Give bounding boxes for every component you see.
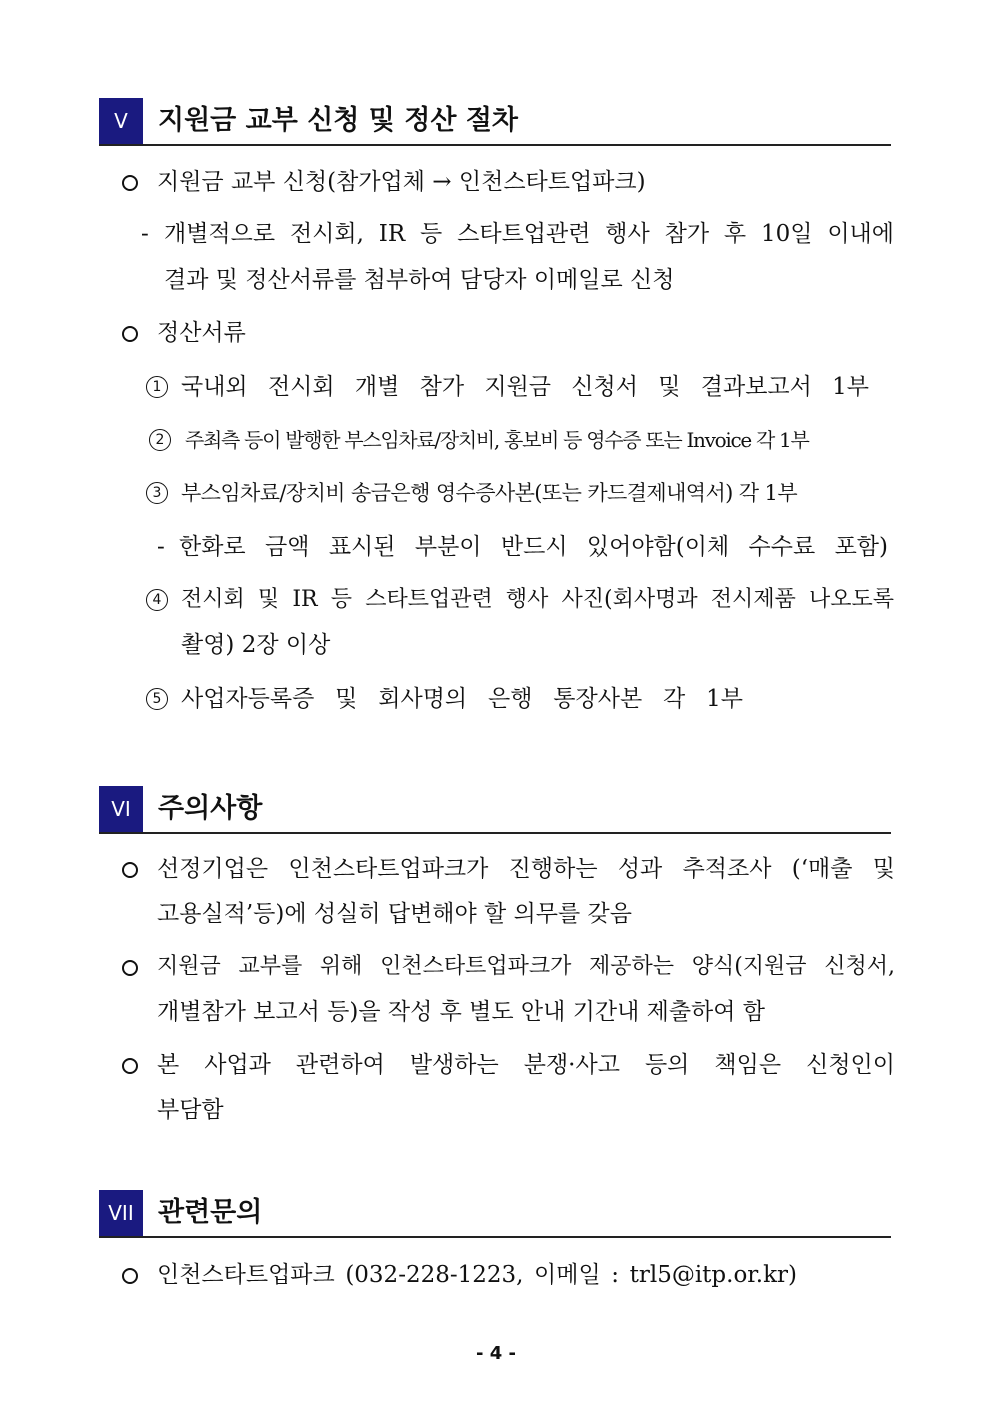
list-item: 국내외 전시회 개별 참가 지원금 신청서 및 결과보고서 1부 bbox=[181, 374, 869, 400]
circled-number-4: 4 bbox=[146, 589, 168, 611]
section-number: V bbox=[99, 98, 143, 144]
circle-bullet-icon bbox=[122, 960, 138, 976]
section-header-vi bbox=[99, 786, 891, 834]
list-item: 한화로 금액 표시된 부분이 반드시 있어야함(이체 수수료 포함) bbox=[179, 534, 888, 560]
circle-bullet-icon bbox=[122, 862, 138, 878]
circle-bullet-icon bbox=[122, 1058, 138, 1074]
section-header-v bbox=[99, 98, 891, 146]
list-item: 지원금 교부를 위해 인천스타트업파크가 제공하는 양식(지원금 신청서, bbox=[157, 954, 895, 979]
list-item: 부스임차료/장치비 송금은행 영수증사본(또는 카드결제내역서) 각 1부 bbox=[181, 481, 798, 505]
list-item-continuation: 부담함 bbox=[157, 1097, 224, 1123]
circled-number-3: 3 bbox=[146, 482, 168, 504]
list-item: 사업자등록증 및 회사명의 은행 통장사본 각 1부 bbox=[181, 686, 743, 712]
list-item: 주최측 등이 발행한 부스임차료/장치비, 홍보비 등 영수증 또는 Invoice 각 1부 bbox=[185, 428, 809, 452]
section-header-vii bbox=[99, 1190, 891, 1238]
section-title: 관련문의 bbox=[158, 1197, 263, 1228]
section-title: 지원금 교부 신청 및 정산 절차 bbox=[158, 105, 518, 136]
circle-bullet-icon bbox=[122, 326, 138, 342]
circled-number-2: 2 bbox=[149, 429, 171, 451]
list-item-continuation: 촬영) 2장 이상 bbox=[181, 632, 331, 658]
list-item: 지원금 교부 신청(참가업체 → 인천스타트업파크) bbox=[157, 169, 646, 195]
list-item: 정산서류 bbox=[157, 320, 246, 346]
list-item-continuation: 고용실적’등)에 성실히 답변해야 할 의무를 갖음 bbox=[157, 901, 632, 927]
list-item-continuation: 결과 및 정산서류를 첨부하여 담당자 이메일로 신청 bbox=[164, 267, 675, 293]
list-item: 개별적으로 전시회, IR 등 스타트업관련 행사 참가 후 10일 이내에 bbox=[164, 221, 894, 247]
section-number: VII bbox=[99, 1190, 143, 1236]
contact-info: 인천스타트업파크 (032-228-1223, 이메일 : trl5@itp.or.kr) bbox=[157, 1262, 797, 1288]
list-item: 전시회 및 IR 등 스타트업관련 행사 사진(회사명과 전시제품 나오도록 bbox=[181, 587, 894, 612]
list-item: 선정기업은 인천스타트업파크가 진행하는 성과 추적조사 (‘매출 및 bbox=[157, 856, 895, 882]
dash-marker: - bbox=[157, 534, 165, 560]
dash-marker: - bbox=[141, 221, 149, 247]
list-item: 본 사업과 관련하여 발생하는 분쟁·사고 등의 책임은 신청인이 bbox=[157, 1052, 895, 1078]
circle-bullet-icon bbox=[122, 175, 138, 191]
circle-bullet-icon bbox=[122, 1268, 138, 1284]
list-item-continuation: 개별참가 보고서 등)을 작성 후 별도 안내 기간내 제출하여 함 bbox=[157, 999, 766, 1025]
page-number: - 4 - bbox=[476, 1343, 516, 1364]
section-number: VI bbox=[99, 786, 143, 832]
section-title: 주의사항 bbox=[158, 793, 263, 824]
circled-number-5: 5 bbox=[146, 688, 168, 710]
circled-number-1: 1 bbox=[146, 376, 168, 398]
